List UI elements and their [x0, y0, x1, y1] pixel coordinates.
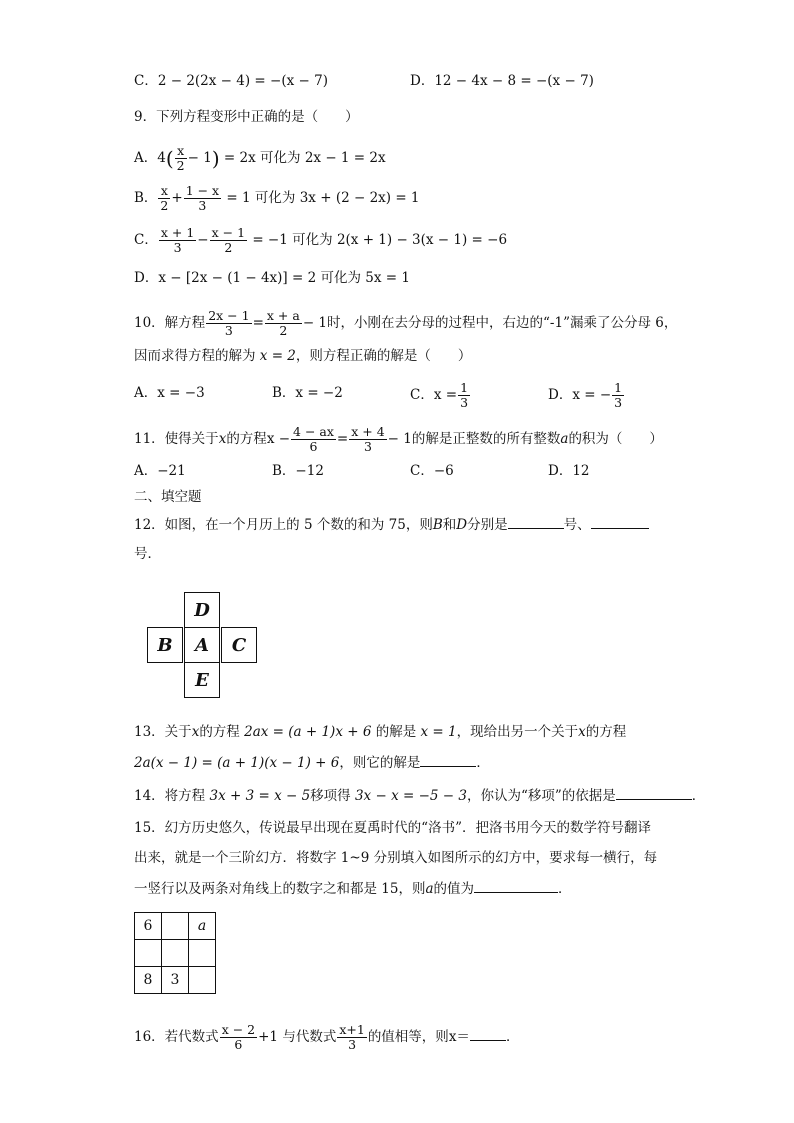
magic-square-cell	[134, 939, 162, 967]
q15-line1: 15．幻方历史悠久，传说最早出现在夏禹时代的“洛书”．把洛书用今天的数学符号翻译	[134, 820, 651, 836]
magic-square-cell	[188, 966, 216, 994]
q8-option-c: C．2 − 2(2x − 4) = −(x − 7)	[134, 73, 328, 89]
fraction: $\frac{x + a}{2}$	[266, 308, 300, 338]
answer-blank[interactable]	[508, 514, 564, 529]
magic-square-cell	[161, 939, 189, 967]
fraction: $\frac{2x - 1}{3}$	[208, 308, 250, 338]
answer-blank[interactable]	[616, 785, 692, 800]
answer-blank[interactable]	[470, 1026, 506, 1041]
q10-stem: 10．解方程 $\frac{2x - 1}{3}$ = $\frac{x + a}{2}$ − 1时，小刚在去分母的过程中，右边的“-1”漏乘了公分母 6，	[134, 308, 678, 338]
calendar-cell-a: A	[184, 627, 220, 663]
fraction: $\frac{4 - ax}{6}$	[293, 424, 334, 454]
fraction: $\frac{x - 1}{2}$	[211, 225, 246, 255]
q14-stem: 14．将方程 3x + 3 = x − 5移项得 3x − x = −5 − 3，你认为“移项”的依据是 ．	[134, 785, 705, 806]
calendar-cell-c: C	[221, 627, 257, 663]
q9-stem: 9．下列方程变形中正确的是（ ）	[134, 109, 359, 125]
magic-square-cell: 8	[134, 966, 162, 994]
q9-option-d: D．x − [2x − (1 − 4x)] = 2 可化为 5x = 1	[134, 270, 410, 286]
calendar-cell-d: D	[184, 592, 220, 628]
fraction: $\frac{x - 2}{6}$	[221, 1022, 256, 1052]
answer-blank[interactable]	[474, 878, 558, 893]
q10-option-c: C．x = $\frac{1}{3}$	[410, 380, 469, 410]
calendar-cell-e: E	[184, 662, 220, 698]
q10-option-b: B．x = −2	[272, 385, 343, 401]
q11-option-b: B．−12	[272, 463, 324, 479]
fraction: $\frac{1}{3}$	[460, 380, 469, 410]
magic-square-cell	[188, 939, 216, 967]
q13-stem: 13．关于x的方程 2ax = (a + 1)x + 6 的解是 x = 1，现给出另一个关于x的方程	[134, 724, 627, 740]
fraction: $\frac{x+1}{3}$	[339, 1022, 365, 1052]
q10-stem-line2: 因而求得方程的解为 x = 2，则方程正确的解是（ ）	[134, 348, 472, 364]
q9-option-c: C． $\frac{x + 1}{3}$ − $\frac{x - 1}{2}$ = −1 可化为 2(x + 1) − 3(x − 1) = −6	[134, 225, 508, 255]
q11-option-c: C．−6	[410, 463, 454, 479]
q11-option-a: A．−21	[134, 463, 186, 479]
q13-stem-line2: 2a(x − 1) = (a + 1)(x − 1) + 6，则它的解是 ．	[134, 752, 490, 773]
q11-stem: 11．使得关于x的方程x − $\frac{4 - ax}{6}$ = $\frac{x + 4}{3}$ − 1的解是正整数的所有整数a的积为（ ）	[134, 424, 663, 454]
fraction: $\frac{1}{3}$	[614, 380, 623, 410]
q15-line3: 一竖行以及两条对角线上的数字之和都是 15，则a的值为 ．	[134, 878, 572, 899]
magic-square-cell: 3	[161, 966, 189, 994]
q12-stem: 12．如图，在一个月历上的 5 个数的和为 75，则B和D分别是 号、	[134, 514, 649, 535]
q16-stem: 16．若代数式 $\frac{x - 2}{6}$ +1 与代数式 $\frac{x+1}{3}$ 的值相等，则x＝ ．	[134, 1022, 520, 1052]
calendar-cell-b: B	[147, 627, 183, 663]
q11-option-d: D．12	[548, 463, 590, 479]
answer-blank[interactable]	[420, 752, 476, 767]
q9-option-a: A．4( $\frac{x}{2}$ − 1) = 2x 可化为 2x − 1 = 2x	[134, 143, 386, 173]
section-header: 二、填空题	[134, 489, 202, 505]
magic-square-cell	[161, 912, 189, 940]
fraction: $\frac{1 - x}{3}$	[185, 183, 220, 213]
q15-line2: 出来，就是一个三阶幻方．将数字 1~9 分别填入如图所示的幻方中，要求每一横行，每	[134, 850, 658, 866]
magic-square-cell: a	[188, 912, 216, 940]
q8-option-d: D．12 − 4x − 8 = −(x − 7)	[410, 73, 594, 89]
fraction: $\frac{x}{2}$	[160, 183, 169, 213]
fraction: $\frac{x + 4}{3}$	[351, 424, 385, 454]
magic-square-cell: 6	[134, 912, 162, 940]
fraction: $\frac{x + 1}{3}$	[160, 225, 195, 255]
fraction: $\frac{x}{2}$	[176, 143, 185, 173]
answer-blank[interactable]	[591, 514, 649, 529]
q10-option-a: A．x = −3	[134, 385, 205, 401]
q12-stem-line2: 号．	[134, 546, 161, 562]
q10-option-d: D．x = − $\frac{1}{3}$	[548, 380, 623, 410]
q9-option-b: B． $\frac{x}{2}$ + $\frac{1 - x}{3}$ = 1 可化为 3x + (2 − 2x) = 1	[134, 183, 420, 213]
